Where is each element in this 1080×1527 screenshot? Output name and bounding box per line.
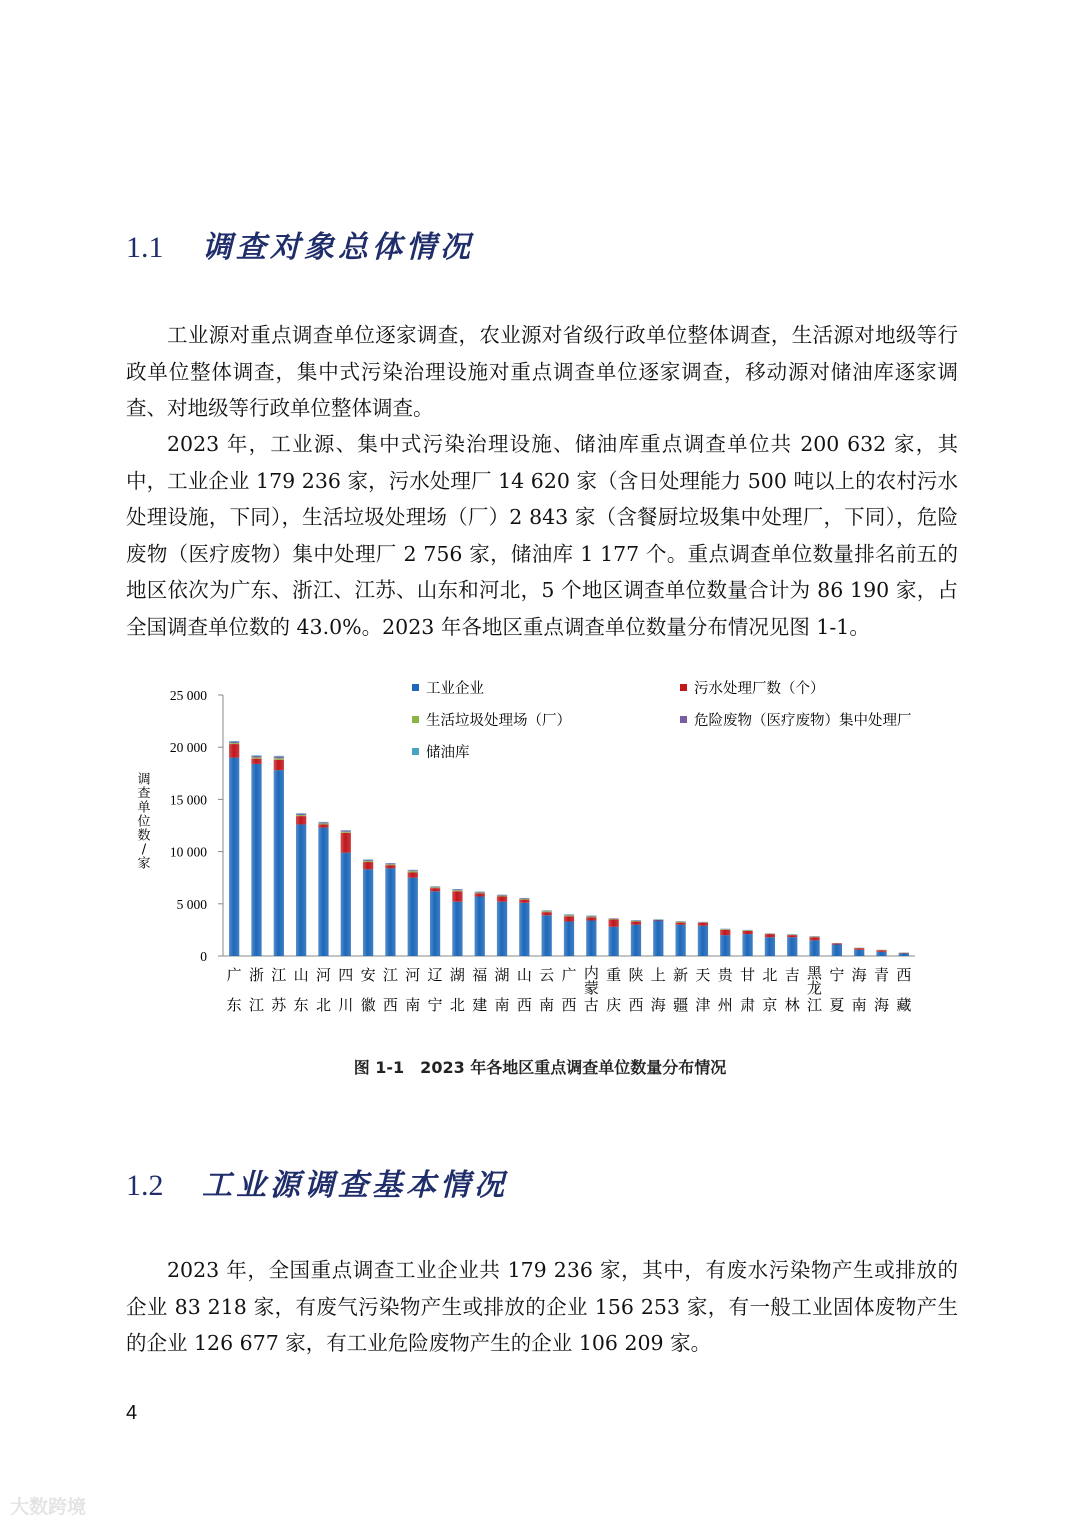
legend-swatch: [412, 716, 419, 723]
bar-segment: [899, 953, 909, 954]
bar-segment: [229, 758, 239, 956]
bar-segment: [787, 937, 797, 956]
bar-segment: [675, 923, 685, 925]
bar-segment: [430, 887, 440, 888]
bar-segment: [430, 887, 440, 888]
bar-segment: [385, 864, 395, 865]
legend-item: [412, 711, 571, 729]
bar-segment: [720, 930, 730, 935]
x-tick-char: 西: [628, 996, 644, 1014]
x-tick-char: 山: [516, 966, 532, 984]
body-paragraph: 2023 年，全国重点调查工业企业共 179 236 家，其中，有废水污染物产生或排放的企业 83 218 家，有废气污染物产生或排放的企业 156 253 家，有一般工业固体废物产生的企业 126 677 家，有工业危险废物产生的企业 106 209 家。: [126, 1258, 958, 1355]
bar-segment: [519, 900, 529, 903]
bar-segment: [341, 833, 351, 853]
bar-segment: [519, 903, 529, 956]
x-tick-char: 宁: [829, 966, 845, 984]
bar-segment: [363, 860, 373, 861]
bar-segment: [452, 889, 462, 890]
bar-segment: [475, 893, 485, 894]
bar-segment: [385, 865, 395, 868]
bar-segment: [542, 915, 552, 956]
x-tick-char: 津: [695, 996, 711, 1014]
x-tick-char: 北: [449, 996, 465, 1014]
bar-segment: [809, 940, 819, 956]
bar-segment: [564, 916, 574, 921]
x-tick-char: 湖: [449, 966, 465, 984]
x-tick-label: [606, 966, 621, 1014]
y-axis-label-group: [137, 773, 150, 872]
legend-label: 工业企业: [426, 681, 484, 697]
x-tick-char: 南: [851, 996, 867, 1014]
x-tick-char: 宁: [427, 996, 443, 1014]
x-tick-char: 浙: [248, 966, 264, 984]
x-tick-label: [740, 966, 755, 1014]
legend-item: [412, 743, 470, 761]
bar-segment: [497, 895, 507, 896]
y-tick-label: 15 000: [169, 792, 207, 808]
x-tick-char: 西: [896, 966, 912, 984]
bar-segment: [363, 869, 373, 956]
legend-label: 储油库: [426, 745, 470, 761]
bar-segment: [341, 832, 351, 833]
bar-segment: [542, 912, 552, 915]
y-axis-label-char: 查: [137, 786, 151, 802]
bar-segment: [408, 870, 418, 871]
x-tick-char: 安: [360, 966, 376, 984]
bar-segment: [519, 899, 529, 900]
x-tick-char: 吉: [784, 966, 800, 984]
bar-segment: [430, 891, 440, 956]
bar-segment: [251, 759, 261, 764]
bar-segment: [742, 931, 752, 934]
page-number: 4: [126, 1402, 138, 1424]
bar-segment: [519, 898, 529, 899]
bar-segment: [809, 937, 819, 938]
x-tick-char: 南: [539, 996, 555, 1014]
x-tick-char: 福: [472, 966, 488, 984]
bar-segment: [564, 915, 574, 916]
y-axis-label-char: 家: [137, 856, 151, 872]
x-tick-char: 夏: [829, 996, 845, 1014]
x-tick-char: 京: [762, 996, 778, 1014]
x-tick-label: [673, 966, 688, 1014]
x-tick-label: [539, 966, 554, 1014]
x-tick-char: 疆: [673, 996, 689, 1014]
bar-segment: [742, 934, 752, 956]
legend-swatch: [680, 716, 687, 723]
bar-segment: [452, 902, 462, 956]
x-tick-label: [361, 966, 376, 1014]
bar-segment: [296, 814, 306, 815]
legend-swatch: [412, 684, 419, 691]
x-tick-label: [651, 966, 666, 1014]
chart-legend: [412, 680, 912, 761]
x-tick-char: 西: [382, 996, 398, 1014]
x-tick-char: 四: [338, 966, 354, 984]
body-paragraph: 工业源对重点调查单位逐家调查，农业源对省级行政单位整体调查，生活源对地级等行政单位整体调查，集中式污染治理设施对重点调查单位逐家调查，移动源对储油库逐家调查、对地级等行政单位整体调查。: [126, 323, 958, 420]
x-tick-label: [852, 966, 867, 1014]
x-tick-char: 西: [516, 996, 532, 1014]
bar-segment: [832, 943, 842, 944]
x-tick-char: 肃: [740, 996, 756, 1014]
section-number: 1.2: [126, 1169, 164, 1202]
bar-segment: [274, 758, 284, 759]
bar-segment: [720, 929, 730, 930]
x-tick-char: 南: [494, 996, 510, 1014]
x-tick-label: [584, 964, 599, 1014]
legend-label: 生活垃圾处理场（厂）: [426, 713, 571, 729]
x-tick-label: [561, 966, 576, 1014]
bar-segment: [653, 920, 663, 921]
x-tick-char: 新: [673, 966, 689, 984]
x-tick-label: [628, 966, 643, 1014]
section-number: 1.1: [126, 231, 164, 264]
y-axis-label-char: 数: [137, 828, 151, 844]
y-axis-label-char: 位: [137, 814, 151, 830]
bar-segment: [318, 822, 328, 823]
legend-item: [680, 711, 912, 729]
bar-segment: [430, 888, 440, 891]
x-tick-label: [762, 966, 777, 1014]
x-tick-char: 天: [695, 966, 711, 984]
bar-segment: [586, 921, 596, 956]
bar-segment: [497, 902, 507, 956]
x-tick-char: 川: [338, 996, 354, 1014]
x-tick-label: [405, 966, 420, 1014]
bar-segment: [675, 922, 685, 923]
x-tick-char: 海: [874, 996, 890, 1014]
x-tick-label: [807, 964, 823, 1014]
x-tick-label: [896, 966, 911, 1014]
x-tick-char: 徽: [360, 996, 376, 1014]
chart-bars: [229, 741, 909, 956]
bar-segment: [274, 770, 284, 956]
x-tick-char: 苏: [271, 996, 287, 1014]
bar-segment: [341, 830, 351, 831]
bar-segment: [251, 764, 261, 956]
bar-segment: [675, 925, 685, 956]
bar-segment: [296, 816, 306, 824]
bar-segment: [229, 741, 239, 742]
x-tick-char: 北: [315, 996, 331, 1014]
x-tick-char: 湖: [494, 966, 510, 984]
legend-item: [680, 680, 825, 697]
bar-segment: [251, 756, 261, 758]
bar-chart: [120, 672, 950, 1027]
x-tick-char: 江: [271, 966, 287, 984]
x-tick-char: 庆: [606, 996, 622, 1014]
bar-segment: [296, 815, 306, 816]
bar-segment: [363, 861, 373, 862]
x-tick-label: [338, 966, 353, 1014]
x-tick-char: 上: [650, 966, 666, 984]
bar-segment: [385, 864, 395, 865]
x-tick-label: [294, 966, 309, 1014]
x-tick-char: 西: [561, 996, 577, 1014]
bar-segment: [318, 824, 328, 827]
bar-segment: [408, 872, 418, 877]
bar-segment: [318, 822, 328, 823]
figure-caption: 图 1-1 2023 年各地区重点调查单位数量分布情况: [353, 1058, 727, 1077]
x-tick-char: 贵: [717, 966, 733, 984]
x-tick-char: 南: [405, 996, 421, 1014]
bar-segment: [809, 937, 819, 940]
y-tick-label: 25 000: [169, 688, 207, 703]
legend-label: 污水处理厂数（个）: [694, 681, 825, 697]
x-tick-char: 林: [784, 996, 800, 1014]
x-tick-label: [316, 966, 331, 1014]
x-tick-char: 古: [583, 996, 599, 1014]
bar-segment: [899, 953, 909, 956]
x-tick-label: [450, 966, 465, 1014]
bar-segment: [229, 744, 239, 758]
bar-segment: [251, 757, 261, 758]
x-tick-char: 河: [315, 966, 331, 984]
bar-segment: [475, 893, 485, 896]
x-tick-char: 甘: [740, 966, 756, 984]
bar-segment: [341, 853, 351, 956]
x-tick-char: 辽: [427, 966, 443, 984]
bar-segment: [542, 911, 552, 912]
bar-segment: [452, 891, 462, 901]
x-tick-label: [874, 966, 889, 1014]
bar-segment: [854, 950, 864, 956]
bar-segment: [876, 950, 886, 952]
bar-segment: [274, 757, 284, 759]
section-title: 工业源调查基本情况: [202, 1168, 508, 1203]
x-tick-char: 重: [606, 966, 622, 984]
section-title: 调查对象总体情况: [202, 230, 474, 265]
bar-segment: [385, 868, 395, 956]
x-tick-char: 内: [583, 964, 599, 982]
bar-segment: [609, 919, 619, 926]
bar-segment: [631, 922, 641, 925]
x-tick-char: 东: [226, 996, 242, 1014]
bar-segment: [876, 952, 886, 956]
x-tick-char: 海: [650, 996, 666, 1014]
y-axis-label-char: 单: [137, 800, 151, 816]
x-tick-label: [517, 966, 532, 1014]
bar-segment: [251, 755, 261, 756]
bar-segment: [631, 925, 641, 956]
legend-label: 危险废物（医疗废物）集中处理厂: [694, 713, 912, 729]
x-tick-char: 云: [539, 966, 555, 984]
bar-segment: [609, 919, 619, 920]
bar-segment: [698, 926, 708, 956]
bar-segment: [408, 878, 418, 956]
y-tick-label: 20 000: [169, 740, 207, 756]
bar-segment: [742, 930, 752, 931]
x-tick-label: [472, 966, 487, 1014]
section-heading-1-2: [126, 1160, 508, 1204]
x-tick-char: 陕: [628, 966, 644, 984]
bar-segment: [586, 916, 596, 917]
y-tick-label: 10 000: [169, 844, 207, 860]
y-tick-label: 5 000: [176, 896, 207, 912]
x-tick-char: 江: [807, 996, 823, 1014]
bar-segment: [274, 756, 284, 757]
bar-segment: [631, 921, 641, 922]
watermark: 大数跨境: [10, 1496, 87, 1518]
bar-segment: [564, 915, 574, 916]
x-tick-char: 建: [472, 996, 488, 1014]
bar-segment: [363, 859, 373, 860]
bar-segment: [765, 937, 775, 956]
bar-segment: [497, 896, 507, 897]
x-tick-label: [829, 966, 844, 1014]
bar-segment: [586, 917, 596, 920]
x-tick-char: 蒙: [583, 979, 599, 997]
bar-segment: [229, 742, 239, 743]
x-tick-char: 广: [226, 966, 242, 984]
x-tick-char: 海: [851, 966, 867, 984]
bar-segment: [542, 911, 552, 912]
section-heading-1-1: [126, 222, 474, 266]
bar-segment: [341, 831, 351, 832]
bar-segment: [609, 927, 619, 956]
x-tick-label: [249, 966, 264, 1014]
bar-segment: [720, 935, 730, 956]
x-tick-char: 东: [293, 996, 309, 1014]
bar-segment: [408, 871, 418, 872]
bar-segment: [832, 945, 842, 956]
bar-segment: [274, 760, 284, 770]
y-axis-label-char: /: [141, 842, 147, 858]
x-tick-char: 青: [874, 966, 890, 984]
x-tick-char: 河: [405, 966, 421, 984]
bar-segment: [296, 824, 306, 956]
bar-segment: [452, 890, 462, 891]
x-tick-char: 山: [293, 966, 309, 984]
bar-segment: [586, 917, 596, 918]
x-tick-char: 广: [561, 966, 577, 984]
x-tick-label: [271, 966, 287, 1014]
x-tick-char: 州: [717, 996, 733, 1014]
y-tick-label: 0: [200, 949, 207, 964]
x-tick-char: 龙: [807, 979, 823, 997]
x-axis-labels: [227, 964, 912, 1014]
legend-swatch: [680, 684, 687, 691]
bar-segment: [698, 923, 708, 926]
bar-segment: [564, 922, 574, 956]
x-tick-char: 北: [762, 966, 778, 984]
bar-segment: [765, 934, 775, 937]
x-tick-char: 江: [382, 966, 398, 984]
bar-segment: [318, 828, 328, 956]
bar-segment: [497, 896, 507, 901]
legend-item: [412, 680, 484, 697]
x-tick-label: [227, 966, 242, 1014]
bar-segment: [653, 921, 663, 956]
body-paragraph: 2023 年，工业源、集中式污染治理设施、储油库重点调查单位共 200 632 家，其中，工业企业 179 236 家，污水处理厂 14 620 家（含日处理能力 500 吨以上的农村污水处理设施，下同），生活垃圾处理场（厂）2 843 家（含餐厨垃圾集中处理厂，下同），危险废物（医疗废物）集中处理厂 2 756 家，储油库 1 177 个。重点调查单位数量排名前五的地区依次为广东、浙江、江苏、山东和河北，5 个地区调查单位数量合计为 86 190 家，占全国调查单位数的 43.0%。2023 年各地区重点调查单位数量分布情况见图 1-1。: [126, 432, 958, 639]
x-tick-label: [785, 966, 800, 1014]
x-tick-label: [695, 966, 710, 1014]
bar-segment: [296, 813, 306, 814]
x-tick-label: [383, 966, 398, 1014]
x-tick-char: 藏: [896, 996, 912, 1014]
x-tick-label: [428, 966, 443, 1014]
bar-segment: [408, 870, 418, 871]
x-tick-label: [495, 966, 510, 1014]
bar-segment: [475, 892, 485, 893]
x-tick-char: 江: [248, 996, 264, 1014]
legend-swatch: [412, 748, 419, 755]
bar-segment: [787, 935, 797, 937]
x-tick-char: 黑: [807, 964, 823, 982]
bar-segment: [854, 948, 864, 950]
y-axis-label-char: 调: [137, 772, 151, 788]
bar-segment: [475, 896, 485, 956]
bar-segment: [318, 823, 328, 824]
bar-segment: [229, 743, 239, 744]
x-tick-label: [718, 966, 734, 1014]
bar-segment: [363, 862, 373, 869]
